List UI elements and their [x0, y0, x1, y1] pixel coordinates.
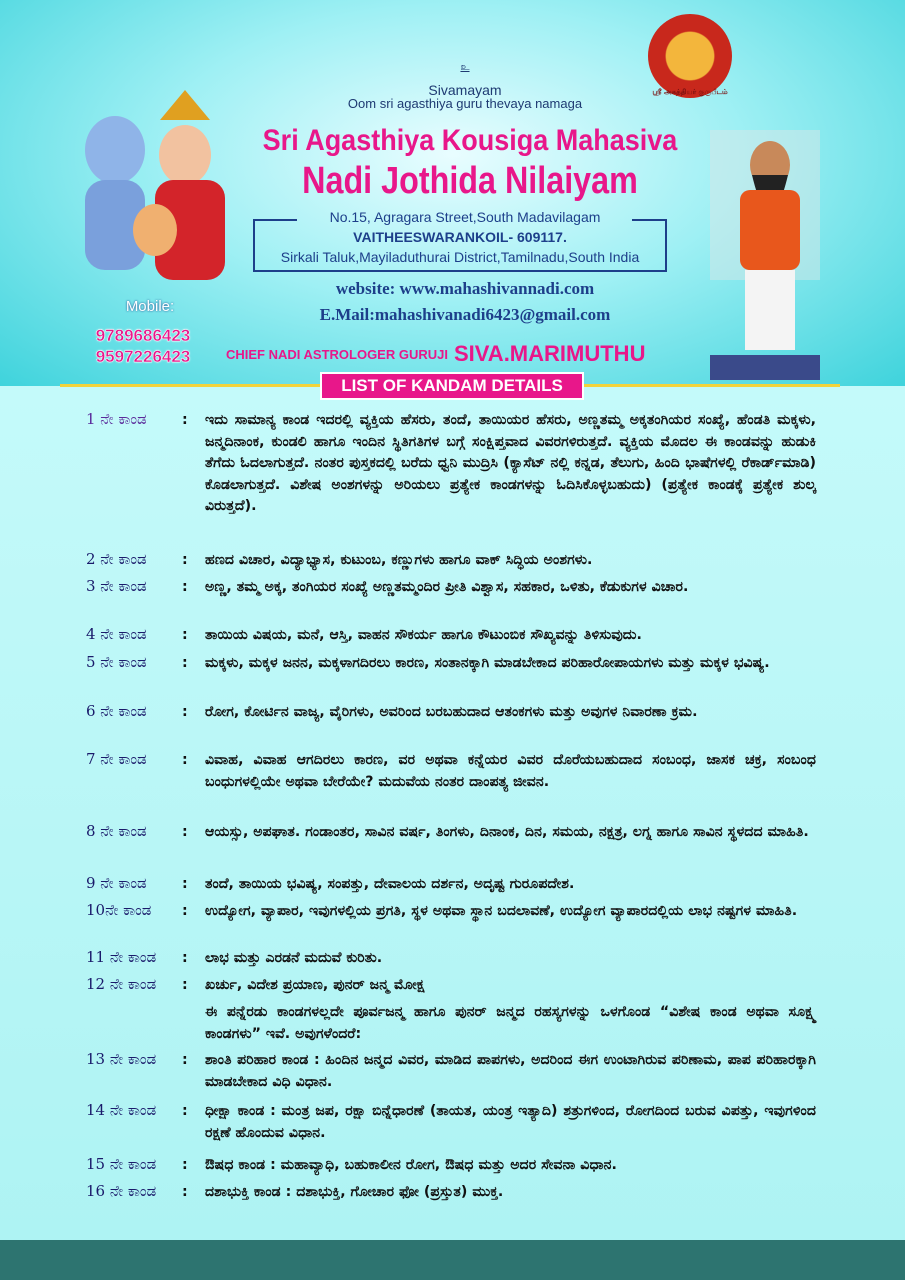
kandam-label: 1 ನೇ ಕಾಂಡ	[86, 410, 147, 428]
sivamayam-text: Sivamayam	[428, 82, 502, 98]
kandam-description: ತಂದೆ, ತಾಯಿಯ ಭವಿಷ್ಯ, ಸಂಪತ್ತು, ದೇವಾಲಯ ದರ್ಶನ, ಅದೃಷ್ಟ ಗುರೂಪದೇಶ.	[205, 876, 575, 892]
kandam-list-banner: LIST OF KANDAM DETAILS	[320, 372, 584, 400]
separator: :	[182, 412, 188, 428]
kandam-row	[86, 874, 816, 896]
kandam-row	[86, 1050, 816, 1093]
kandam-row	[86, 948, 816, 970]
address-line-2: VAITHEESWARANKOIL- 609117.	[353, 229, 567, 245]
title-line-2: Nadi Jothida Nilaiyam	[302, 160, 638, 202]
kandam-row	[86, 901, 816, 923]
kandam-row	[86, 750, 816, 793]
mobile-label: Mobile:	[125, 298, 175, 315]
kandam-label: 5 ನೇ ಕಾಂಡ	[86, 653, 147, 671]
kandam-description: ಶಾಂತಿ ಪರಿಹಾರ ಕಾಂಡ : ಹಿಂದಿನ ಜನ್ಮದ ವಿವರ, ಮಾಡಿದ ಪಾಪಗಳು, ಅದರಿಂದ ಈಗ ಉಂಟಾಗಿರುವ ಪರಿಣಾಮ, ಪಾಪ ಪರಿಹಾರಕ್ಕಾಗಿ ಮಾಡಬೇಕಾದ ವಿಧಿ ವಿಧಾನ.	[205, 1052, 816, 1090]
title-line-1: Sri Agasthiya Kousiga Mahasiva	[262, 124, 678, 157]
separator: :	[182, 824, 188, 840]
kandam-row	[86, 577, 816, 599]
kandam-row	[86, 550, 816, 572]
separator: :	[182, 752, 188, 768]
chief-astrologer	[226, 341, 645, 367]
kandam-description: ಔಷಧ ಕಾಂಡ : ಮಹಾವ್ಯಾಧಿ, ಬಹುಕಾಲೀನ ರೋಗ, ಔಷಧ ಮತ್ತು ಅದರ ಸೇವನಾ ವಿಧಾನ.	[205, 1157, 617, 1173]
separator: :	[182, 552, 188, 568]
kandam-label: 9 ನೇ ಕಾಂಡ	[86, 874, 147, 892]
separator: :	[182, 950, 188, 966]
kandam-row	[86, 702, 816, 724]
separator: :	[182, 579, 188, 595]
kandam-label: 16 ನೇ ಕಾಂಡ	[86, 1182, 157, 1200]
kandam-label: 14 ನೇ ಕಾಂಡ	[86, 1101, 157, 1119]
mobile-number-2[interactable]: 9597226423	[95, 347, 191, 366]
kandam-label: 2 ನೇ ಕಾಂಡ	[86, 550, 147, 568]
kandam-row	[86, 1101, 816, 1144]
mobile-number-1[interactable]: 9789686423	[95, 326, 191, 345]
kandam-label: 6 ನೇ ಕಾಂಡ	[86, 702, 147, 720]
kandam-row	[86, 822, 816, 844]
separator: :	[182, 655, 188, 671]
kandam-label: 11 ನೇ ಕಾಂಡ	[86, 948, 157, 966]
kandam-description: ವಿವಾಹ, ವಿವಾಹ ಆಗದಿರಲು ಕಾರಣ, ವರ ಅಥವಾ ಕನ್ನೆಯರ ವಿವರ ದೊರೆಯಬಹುದಾದ ಸಂಬಂಧ, ಜಾಸಕ ಚಕ್ರ, ಸಂಬಂಧ ಬಂಧುಗಳಲ್ಲಿಯೇ ಅಥವಾ ಬೇರೆಯೇ? ಮದುವೆಯ ನಂತರ ದಾಂಪತ್ಯ ಜೀವನ.	[205, 752, 816, 790]
kandam-row	[86, 625, 816, 647]
kandam-label: 15 ನೇ ಕಾಂಡ	[86, 1155, 157, 1173]
kandam-description: ಧೀಕ್ಷಾ ಕಾಂಡ : ಮಂತ್ರ ಜಪ, ರಕ್ಷಾ ಬಿನ್ನೆಧಾರಣೆ (ತಾಯತ, ಯಂತ್ರ ಇತ್ಯಾದಿ) ಶತ್ರುಗಳಿಂದ, ರೋಗದಿಂದ ಬರುವ ವಿಪತ್ತು, ಇವುಗಳಿಂದ ರಕ್ಷಣೆ ಹೊಂದುವ ವಿಧಾನ.	[205, 1103, 816, 1141]
kandam-row	[86, 975, 816, 997]
special-kandam-note: ಈ ಪನ್ನೆರಡು ಕಾಂಡಗಳಲ್ಲದೇ ಪೂರ್ವಜನ್ಮ ಹಾಗೂ ಪುನರ್ ಜನ್ಮದ ರಹಸ್ಯಗಳನ್ನು ಒಳಗೊಂಡ “ವಿಶೇಷ ಕಾಂಡ ಅಥವಾ ಸೂಕ್ಷ್ಮ ಕಾಂಡಗಳು” ಇವೆ. ಅವುಗಳೆಂದರೆ:	[205, 1004, 816, 1042]
kandam-description: ಲಾಭ ಮತ್ತು ಎರಡನೆ ಮದುವೆ ಕುರಿತು.	[205, 950, 383, 966]
kandam-row	[86, 410, 816, 518]
deity-illustration	[60, 80, 250, 290]
separator: :	[182, 1103, 188, 1119]
kandam-description: ಇದು ಸಾಮಾನ್ಯ ಕಾಂಡ ಇದರಲ್ಲಿ ವ್ಯಕ್ತಿಯ ಹೆಸರು, ತಂದೆ, ತಾಯಿಯರ ಹೆಸರು, ಅಣ್ಣತಮ್ಮ ಅಕ್ಕತಂಗಿಯರ ಸಂಖ್ಯೆ, ಹೆಂಡತಿ ಮಕ್ಕಳು, ಜನ್ಮದಿನಾಂಕ, ಕುಂಡಲಿ ಹಾಗೂ ಇಂದಿನ ಸ್ಥಿತಿಗತಿಗಳ ಬಗ್ಗೆ ಸಂಕ್ಷಿಪ್ತವಾದ ವಿವರಗಳಿರುತ್ತದೆ. ವ್ಯಕ್ತಿಯ ಮೊದಲ ಈ ಕಾಂಡವನ್ನು ಹುಡುಕಿ ತೆಗೆದು ಓದಲಾಗುತ್ತದೆ. ನಂತರ ಪುಸ್ತಕದಲ್ಲಿ ಬರೆದು ಧ್ವನಿ ಮುದ್ರಿಸಿ (ಕ್ಯಾಸೆಟ್ ನಲ್ಲಿ ಕನ್ನಡ, ತೆಲುಗು, ಹಿಂದಿ ಭಾಷೆಗಳಲ್ಲಿ ರೆಕಾರ್ಡ್‌ಮಾಡಿ) ಕೊಡಲಾಗುತ್ತದೆ. ವಿಶೇಷ ಅಂಶಗಳನ್ನು ಅರಿಯಲು ಪ್ರತ್ಯೇಕ ಕಾಂಡಗಳನ್ನು ಓದಿಸಿಕೊಳ್ಳಬಹುದು) (ಪ್ರತ್ಯೇಕ ಕಾಂಡಕ್ಕೆ ಪ್ರತ್ಯೇಕ ಶುಲ್ಕ ವಿರುತ್ತದೆ).	[205, 412, 816, 514]
kandam-label: 12 ನೇ ಕಾಂಡ	[86, 975, 157, 993]
kandam-label: 8 ನೇ ಕಾಂಡ	[86, 822, 147, 840]
guru-peedam-logo	[648, 14, 732, 98]
separator: :	[182, 704, 188, 720]
separator: :	[182, 627, 188, 643]
kandam-row	[86, 1155, 816, 1177]
kandam-description: ರೋಗ, ಕೋರ್ಟಿನ ವಾಜ್ಯ, ವೈರಿಗಳು, ಅವರಿಂದ ಬರಬಹುದಾದ ಆತಂಕಗಳು ಮತ್ತು ಅವುಗಳ ನಿವಾರಣಾ ಕ್ರಮ.	[205, 704, 698, 720]
om-symbol: உ	[460, 62, 470, 73]
kandam-row	[86, 1182, 816, 1204]
kandam-label: 7 ನೇ ಕಾಂಡ	[86, 750, 147, 768]
address-frame-top-right	[632, 219, 667, 221]
invocation-text: Oom sri agasthiya guru thevaya namaga	[347, 96, 583, 111]
chief-label: CHIEF NADI ASTROLOGER GURUJI	[226, 347, 448, 362]
kandam-label: 13 ನೇ ಕಾಂಡ	[86, 1050, 157, 1068]
kandam-description: ಆಯಸ್ಸು, ಅಪಘಾತ. ಗಂಡಾಂತರ, ಸಾವಿನ ವರ್ಷ, ತಿಂಗಳು, ದಿನಾಂಕ, ದಿನ, ಸಮಯ, ನಕ್ಷತ್ರ, ಲಗ್ನ ಹಾಗೂ ಸಾವಿನ ಸ್ಥಳದದ ಮಾಹಿತಿ.	[205, 824, 809, 840]
separator: :	[182, 1184, 188, 1200]
kandam-label: 10ನೇ ಕಾಂಡ	[86, 901, 152, 919]
kandam-description: ತಾಯಿಯ ವಿಷಯ, ಮನೆ, ಆಸ್ತಿ, ವಾಹನ ಸೌಕರ್ಯ ಹಾಗೂ ಕೌಟುಂಬಿಕ ಸೌಖ್ಯವನ್ನು ತಿಳಿಸುವುದು.	[205, 627, 642, 643]
address-line-3: Sirkali Taluk,Mayiladuthurai District,Tamilnadu,South India	[280, 249, 640, 265]
kandam-description: ಖರ್ಚು, ವಿದೇಶ ಪ್ರಯಾಣ, ಪುನರ್ ಜನ್ಮ ಮೋಕ್ಷ	[205, 977, 425, 993]
logo-caption: ஸ்ரீ அகத்தியர் குருபீடம்	[652, 88, 728, 96]
kandam-description: ಮಕ್ಕಳು, ಮಕ್ಕಳ ಜನನ, ಮಕ್ಕಳಾಗದಿರಲು ಕಾರಣ, ಸಂತಾನಕ್ಕಾಗಿ ಮಾಡಬೇಕಾದ ಪರಿಹಾರೋಪಾಯಗಳು ಮತ್ತು ಮಕ್ಕಳ ಭವಿಷ್ಯ.	[205, 655, 770, 671]
kandam-row	[86, 653, 816, 675]
footer-bar	[0, 1240, 905, 1280]
kandam-description: ಹಣದ ವಿಚಾರ, ವಿದ್ಯಾಭ್ಯಾಸ, ಕುಟುಂಬ, ಕಣ್ಣುಗಳು ಹಾಗೂ ವಾಕ್ ಸಿದ್ಧಿಯ ಅಂಶಗಳು.	[205, 552, 593, 568]
chief-name: SIVA.MARIMUTHU	[453, 341, 646, 366]
email-link[interactable]: E.Mail:mahashivanadi6423@gmail.com	[319, 305, 611, 324]
website-link[interactable]: website: www.mahashivannadi.com	[335, 279, 595, 298]
separator: :	[182, 903, 188, 919]
kandam-description: ಅಣ್ಣ, ತಮ್ಮ ಅಕ್ಕ, ತಂಗಿಯರ ಸಂಖ್ಯೆ ಅಣ್ಣತಮ್ಮಂದಿರ ಪ್ರೀತಿ ವಿಶ್ವಾಸ, ಸಹಕಾರ, ಒಳಿತು, ಕೆಡುಕುಗಳ ವಿಚಾರ.	[205, 579, 689, 595]
separator: :	[182, 1052, 188, 1068]
kandam-label: 4 ನೇ ಕಾಂಡ	[86, 625, 147, 643]
kandam-description: ಉದ್ಯೋಗ, ವ್ಯಾಪಾರ, ಇವುಗಳಲ್ಲಿಯ ಪ್ರಗತಿ, ಸ್ಥಳ ಅಥವಾ ಸ್ಥಾನ ಬದಲಾವಣೆ, ಉದ್ಯೋಗ ವ್ಯಾಪಾರದಲ್ಲಿಯ ಲಾಭ ನಷ್ಟಗಳ ಮಾಹಿತಿ.	[205, 903, 798, 919]
address-line-1: No.15, Agragara Street,South Madavilagam	[329, 209, 601, 225]
separator: :	[182, 876, 188, 892]
kandam-label: 3 ನೇ ಕಾಂಡ	[86, 577, 147, 595]
separator: :	[182, 977, 188, 993]
kandam-description: ದಶಾಭುಕ್ತಿ ಕಾಂಡ : ದಶಾಭುಕ್ತಿ, ಗೋಚಾರ ಫೋ (ಪ್ರಸ್ತುತ) ಮುಕ್ತ.	[205, 1184, 504, 1200]
separator: :	[182, 1157, 188, 1173]
address-frame-top-left	[253, 219, 297, 221]
sage-illustration	[690, 120, 840, 390]
